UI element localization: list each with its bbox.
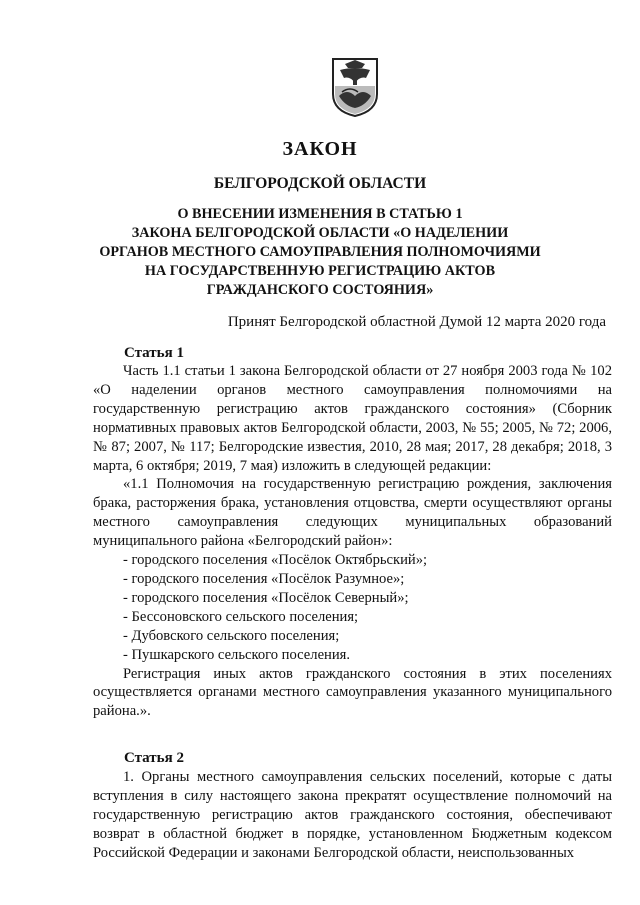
article-1-title: Статья 1	[124, 345, 184, 361]
article-1-closing: Регистрация иных актов гражданского состояния в этих поселениях осуществляется органами местного самоуправления указанного муниципального района.».	[93, 665, 612, 720]
article-2-text: 1. Органы местного самоуправления сельских поселений, которые с даты вступления в силу настоящего закона прекратят осуществление полномочий на государственную регистрацию актов гражданского состояния, обеспечивают возврат в областной бюджет в порядке, установленном Бюджетным кодексом Российской Федерации и законами Белгородской области, неиспользованных	[93, 769, 612, 861]
law-subtitle	[0, 205, 640, 300]
article-1-quote: «1.1 Полномочия на государственную регистрацию рождения, заключения брака, расторжения брака, установления отцовства, смерти осуществляют органы местного самоуправления следующих муниципальных образований муниципального района «Белгородский район»:	[93, 476, 612, 550]
article-2-title: Статья 2	[124, 750, 184, 766]
subtitle-line: ГРАЖДАНСКОГО СОСТОЯНИЯ»	[206, 282, 434, 298]
list-item: - Дубовского сельского поселения;	[123, 627, 340, 644]
coat-of-arms-icon	[330, 56, 380, 118]
list-item: - Бессоновского сельского поселения;	[123, 608, 359, 625]
list-item: - городского поселения «Посёлок Октябрьский»;	[123, 552, 428, 569]
adopted-line: Принят Белгородской областной Думой 12 марта 2020 года	[227, 314, 606, 330]
list-item: - Пушкарского сельского поселения.	[123, 646, 351, 663]
article-1-intro: Часть 1.1 статьи 1 закона Белгородской области от 27 ноября 2003 года № 102 «О наделении органов местного самоуправления полномочиями на государственную регистрацию актов гражданского состояния» (Сборник нормативных правовых актов Белгородской области, 2003, № 55; 2005, № 72; 2006, № 87; 2007, № 117; Белгородские известия, 2010, 28 мая; 2017, 28 декабря; 2018, 3 марта, 6 октября; 2019, 7 мая) изложить в следующей редакции:	[93, 363, 612, 474]
subtitle-line: ОРГАНОВ МЕСТНОГО САМОУПРАВЛЕНИЯ ПОЛНОМОЧИЯМИ	[99, 244, 541, 260]
list-item: - городского поселения «Посёлок Северный»;	[123, 589, 409, 606]
subtitle-line: О ВНЕСЕНИИ ИЗМЕНЕНИЯ В СТАТЬЮ 1	[177, 206, 463, 222]
subtitle-line: НА ГОСУДАРСТВЕННУЮ РЕГИСТРАЦИЮ АКТОВ	[144, 263, 496, 279]
law-title: ЗАКОН	[282, 138, 358, 160]
law-region: БЕЛГОРОДСКОЙ ОБЛАСТИ	[213, 175, 427, 192]
article-1-body	[93, 362, 612, 721]
list-item: - городского поселения «Посёлок Разумное»;	[123, 570, 405, 587]
subtitle-line: ЗАКОНА БЕЛГОРОДСКОЙ ОБЛАСТИ «О НАДЕЛЕНИИ	[131, 225, 509, 241]
article-2-body	[93, 768, 612, 863]
